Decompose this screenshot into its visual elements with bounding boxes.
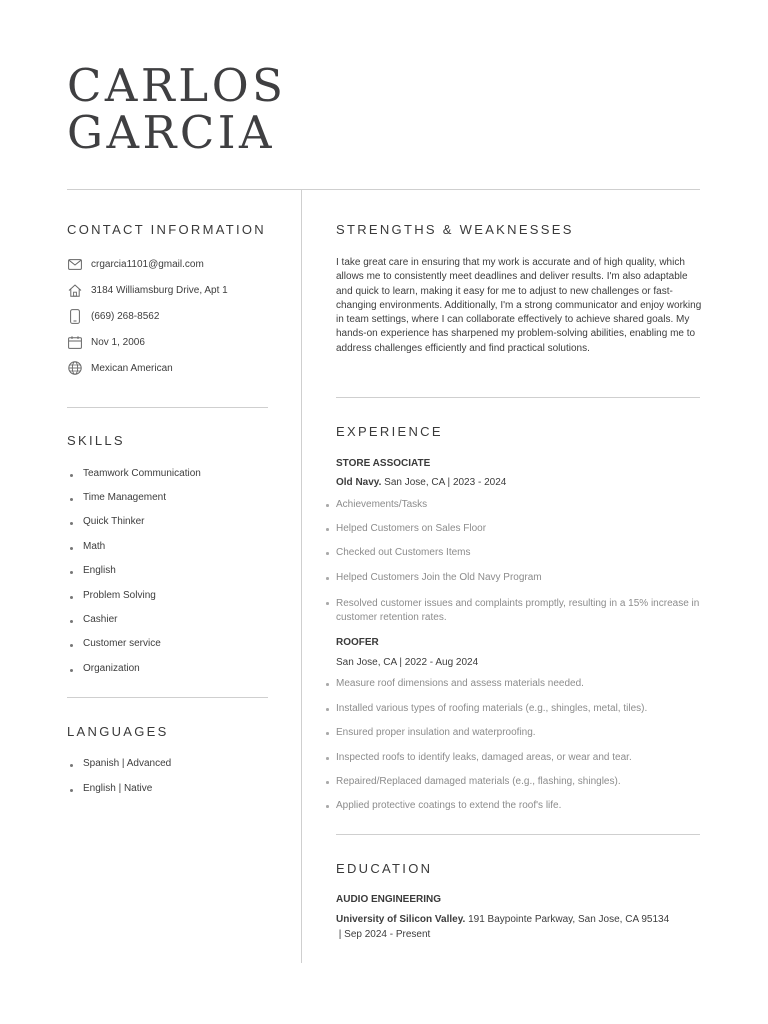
contact-nationality [67,360,173,376]
job-bullet: Ensured proper insulation and waterproofing. [336,727,536,738]
top-divider [67,189,700,190]
address-text: 3184 Williamsburg Drive, Apt 1 [91,284,228,296]
meta-separator: | [447,477,453,488]
contact-email [67,256,204,272]
skill-item: Organization [83,663,140,674]
job-bullet: Helped Customers on Sales Floor [336,523,487,534]
home-icon [67,282,83,298]
job-company: Old Navy. [336,477,382,488]
skill-item: English [83,565,116,576]
language-item: English | Native [83,783,153,794]
job-meta [336,657,478,668]
candidate-name [67,59,287,159]
meta-separator: | [399,657,405,668]
contact-birthdate [67,334,145,350]
job-bullet: Repaired/Replaced damaged materials (e.g., flashing, shingles). [336,776,621,787]
mail-icon [67,256,83,272]
skill-item: Time Management [83,492,166,503]
job-location: San Jose, CA [336,657,397,668]
job-bullet: Measure roof dimensions and assess materials needed. [336,678,584,689]
language-item: Spanish | Advanced [83,758,172,769]
skill-item: Customer service [83,638,161,649]
job-dates: 2022 - Aug 2024 [404,657,479,668]
strengths-heading: STRENGTHS & WEAKNESSES [336,222,574,237]
job-bullet: Applied protective coatings to extend the roof's life. [336,800,562,811]
column-divider [301,189,302,963]
education-dates: Sep 2024 - Present [344,929,431,940]
languages-heading: LANGUAGES [67,724,169,739]
last-name: GARCIA [67,106,276,159]
education-dates-row [336,929,430,940]
contact-phone [67,308,160,324]
contact-divider [67,407,268,408]
globe-icon [67,360,83,376]
experience-heading: EXPERIENCE [336,424,443,439]
meta-separator: | [336,929,345,940]
nationality-text: Mexican American [91,362,173,374]
job-bullet: Installed various types of roofing materials (e.g., shingles, metal, tiles). [336,703,648,714]
job-meta [336,477,506,488]
phone-text: (669) 268-8562 [91,310,160,322]
strengths-divider [336,397,700,398]
job-title: ROOFER [336,637,379,648]
job-title: STORE ASSOCIATE [336,458,431,469]
phone-icon [67,308,83,324]
experience-divider [336,834,700,835]
job-dates: 2023 - 2024 [452,477,507,488]
job-bullet: Inspected roofs to identify leaks, damaged areas, or wear and tear. [336,752,632,763]
email-text: crgarcia1101@gmail.com [91,258,204,270]
calendar-icon [67,334,83,350]
skill-item: Teamwork Communication [83,468,201,479]
job-bullet: Achievements/Tasks [336,499,428,510]
contact-address [67,282,228,298]
contact-heading: CONTACT INFORMATION [67,222,266,237]
skill-item: Cashier [83,614,118,625]
job-bullet: Checked out Customers Items [336,547,471,558]
skills-heading: SKILLS [67,433,125,448]
skill-item: Math [83,541,106,552]
strengths-paragraph: I take great care in ensuring that my work is accurate and of high quality, which allows me to consistently meet deadlines and deliver results. I'm also adaptable and quick to learn, making it easy for me to adjust to new challenges or fast-changing environments. Additionally, I'm a strong communicator and enjoy working in team settings, where I can collaborate effectively to achieve shared goals. My hands-on experience has sharpened my problem-solving abilities, enabling me to address challenges efficiently and find practical solutions. [336,257,702,354]
birthdate-text: Nov 1, 2006 [91,336,145,348]
education-heading: EDUCATION [336,861,433,876]
skills-divider [67,697,268,698]
skill-item: Problem Solving [83,590,156,601]
degree-title: AUDIO ENGINEERING [336,894,442,905]
education-meta [336,914,669,925]
school-address: 191 Baypointe Parkway, San Jose, CA 95134 [468,914,670,925]
first-name: CARLOS [67,59,287,112]
job-location: San Jose, CA [384,477,445,488]
skill-item: Quick Thinker [83,516,145,527]
job-bullet: Helped Customers Join the Old Navy Program [336,572,542,583]
job-bullet: Resolved customer issues and complaints promptly, resulting in a 15% increase in customer retention rates. [336,597,702,624]
school-name: University of Silicon Valley. [336,914,466,925]
